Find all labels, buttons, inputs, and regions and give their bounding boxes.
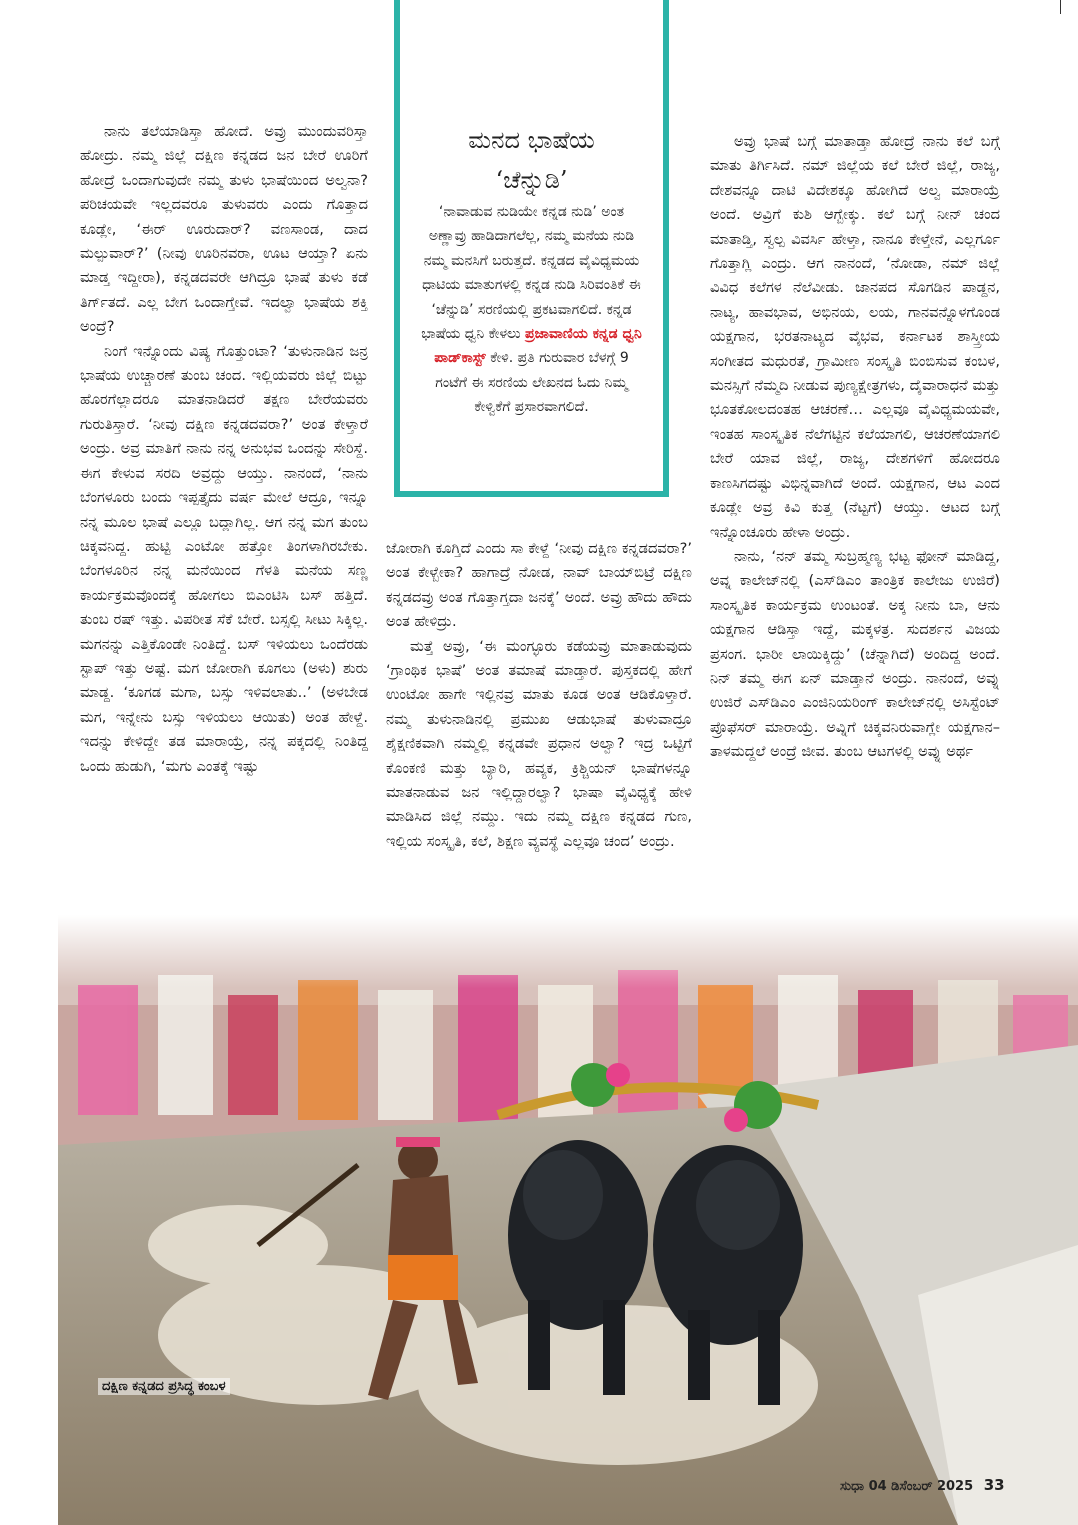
issue-date: 04 ಡಿಸೆಂಬರ್ 2025 <box>868 1479 974 1494</box>
page-footer <box>840 1476 1005 1494</box>
series-info-box <box>394 0 669 497</box>
page-number: 33 <box>983 1476 1005 1494</box>
series-description-text: ಕೇಳಿ. ಪ್ರತಿ ಗುರುವಾರ ಬೆಳಗ್ಗೆ 9 ಗಂಟೆಗೆ ಈ ಸರಣಿಯ ಲೇಖನದ ಓದು ನಿಮ್ಮ ಕೇಳ್ವಿಕೆಗೆ ಪ್ರಸಾರವಾಗಲಿದೆ. <box>435 350 629 416</box>
series-description <box>420 200 643 420</box>
series-title <box>400 120 663 200</box>
paragraph: ಅವ್ರು ಭಾಷೆ ಬಗ್ಗೆ ಮಾತಾಡ್ತಾ ಹೋದ್ರೆ ನಾನು ಕಲೆ ಬಗ್ಗೆ ಮಾತು ತಿರ್ಗಿಸಿದೆ. ನಮ್ ಜಿಲ್ಲೆಯ ಕಲೆ ಬೇರೆ ಜಿಲ್ಲೆ, ರಾಜ್ಯ, ದೇಶವನ್ನೂ ದಾಟಿ ವಿದೇಶಕ್ಕೂ ಹೋಗಿದೆ ಅಲ್ವ ಮಾರಾಯ್ರೆ ಅಂದೆ. ಅವ್ರಿಗೆ ಕುಶಿ ಆಗ್ಬೇಕ್ಕು. ಕಲೆ ಬಗ್ಗೆ ನೀನ್ ಚಂದ ಮಾತಾಡ್ತಿ, ಸ್ವಲ್ಪ ವಿವರ್ಸಿ ಹೇಳ್ತಾ, ನಾನೂ ಕೇಳ್ತೇನೆ, ಎಲ್ಲರ್ಗೂ ಗೊತ್ತಾಗ್ಲಿ ಎಂದ್ರು. ಆಗ ನಾನಂದೆ, ‘ನೋಡಾ, ನಮ್ ಜಿಲ್ಲೆ ವಿವಿಧ ಕಲೆಗಳ ನೆಲೆವೀಡು. ಜಾನಪದ ಸೊಗಡಿನ ಪಾಡ್ದನ, ನಾಟ್ಯ, ಹಾವಭಾವ, ಅಭಿನಯ, ಲಯ, ಗಾನವನ್ನೊಳಗೊಂಡ ಯಕ್ಷಗಾನ, ಭರತನಾಟ್ಯದ ವೈಭವ, ಕರ್ನಾಟಕ ಶಾಸ್ತ್ರೀಯ ಸಂಗೀತದ ಮಧುರತೆ, ಗ್ರಾಮೀಣ ಸಂಸ್ಕೃತಿ ಬಿಂಬಿಸುವ ಕಂಬಳ, ಮನಸ್ಸಿಗೆ ನೆಮ್ಮದಿ ನೀಡುವ ಪುಣ್ಯಕ್ಷೇತ್ರಗಳು, ದೈವಾರಾಧನೆ ಮತ್ತು ಭೂತಕೋಲದಂತಹ ಆಚರಣೆ… ಎಲ್ಲವೂ ವೈವಿಧ್ಯಮಯವೇ, ಇಂತಹ ಸಾಂಸ್ಕೃತಿಕ ನೆಲೆಗಟ್ಟಿನ ಕಲೆಯಾಗಲಿ, ಆಚರಣೆಯಾಗಲಿ ಬೇರೆ ಯಾವ ಜಿಲ್ಲೆ, ರಾಜ್ಯ, ದೇಶಗಳಿಗೆ ಹೋದರೂ ಕಾಣಸಿಗದಷ್ಟು ವಿಭಿನ್ನವಾಗಿದೆ ಅಂದೆ. ಯಕ್ಷಗಾನ, ಆಟ ಎಂದ ಕೂಡ್ಲೇ ಅವ್ರ ಕಿವಿ ಕುತ್ತ (ನೆಟ್ಟಗೆ) ಆಯ್ತು. ಆಟದ ಬಗ್ಗೆ ಇನ್ನೊಂಚೂರು ಹೇಳಾ ಅಂದ್ರು. <box>710 133 1000 541</box>
paragraph: ಜೋರಾಗಿ ಕೂಗ್ತಿದೆ ಎಂದು ಸಾ ಕೇಳ್ದೆ ‘ನೀವು ದಕ್ಷಿಣ ಕನ್ನಡದವರಾ?’ ಅಂತ ಕೇಳ್ಬೇಕಾ? ಹಾಗಾದ್ರೆ ನೋಡ, ನಾವ್ ಬಾಯ್‌ಬಿಟ್ರೆ ದಕ್ಷಿಣ ಕನ್ನಡದವ್ರು ಅಂತ ಗೊತ್ತಾಗ್ತದಾ ಜನಕ್ಕೆ’ ಅಂದೆ. ಅವ್ರು ಹೌದು ಹೌದು ಅಂತ ಹೇಳಿದ್ರು. <box>386 540 692 631</box>
article-column-left <box>80 120 368 779</box>
crop-mark <box>1060 0 1061 14</box>
paragraph: ನಾನು, ‘ನನ್ ತಮ್ಮ ಸುಬ್ರಹ್ಮಣ್ಯ ಭಟ್ಟ ಫೋನ್ ಮಾಡಿದ್ದ, ಅವ್ನ ಕಾಲೇಜ್‌ನಲ್ಲಿ (ಎಸ್‌ಡಿಎಂ ತಾಂತ್ರಿಕ ಕಾಲೇಜು ಉಜಿರೆ) ಸಾಂಸ್ಕೃತಿಕ ಕಾರ್ಯಕ್ರಮ ಉಂಟಂತೆ. ಅಕ್ಕ ನೀನು ಬಾ, ಆನು ಯಕ್ಷಗಾನ ಆಡಿಸ್ತಾ ಇದ್ದೆ, ಮಕ್ಕಳತ್ರ. ಸುದರ್ಶನ ವಿಜಯ ಪ್ರಸಂಗ. ಭಾರೀ ಲಾಯಿಕ್ಕಿದ್ದು’ (ಚೆನ್ನಾಗಿದೆ) ಅಂದಿದ್ದ ಅಂದೆ. ನಿನ್ ತಮ್ಮ ಈಗ ಏನ್ ಮಾಡ್ತಾನೆ ಅಂದ್ರು. ನಾನಂದೆ, ಅವ್ನು ಉಜಿರೆ ಎಸ್‌ಡಿಎಂ ಎಂಜಿನಿಯರಿಂಗ್ ಕಾಲೇಜ್‌ನಲ್ಲಿ ಅಸಿಸ್ಟೆಂಟ್ ಪ್ರೊಫೆಸರ್ ಮಾರಾಯ್ರೆ. ಅವ್ನಿಗೆ ಚಿಕ್ಕವನಿರುವಾಗ್ಲೇ ಯಕ್ಷಗಾನ–ತಾಳಮದ್ದಲೆ ಅಂದ್ರೆ ಜೀವ. ತುಂಬ ಆಟಗಳಲ್ಲಿ ಅವ್ನು ಅರ್ಥ <box>710 547 1000 761</box>
magazine-name: ಸುಧಾ <box>840 1479 865 1494</box>
paragraph: ನಿಂಗೆ ಇನ್ನೊಂದು ವಿಷ್ಯ ಗೊತ್ತುಂಟಾ? ‘ತುಳುನಾಡಿನ ಜನ್ರ ಭಾಷೆಯ ಉಚ್ಚಾರಣೆ ತುಂಬ ಚಂದ. ಇಲ್ಲಿಯವರು ಜಿಲ್ಲೆ ಬಿಟ್ಟು ಹೊರಗೆಲ್ಲಾದರೂ ಮಾತನಾಡಿದರೆ ತಕ್ಷಣ ಬೇರೆಯವರು ಗುರುತಿಸ್ತಾರೆ. ‘ನೀವು ದಕ್ಷಿಣ ಕನ್ನಡದವರಾ?’ ಅಂತ ಕೇಳ್ತಾರೆ ಅಂದ್ರು. ಅವ್ರ ಮಾತಿಗೆ ನಾನು ನನ್ನ ಅನುಭವ ಒಂದನ್ನು ಸೇರಿಸ್ದೆ. ಈಗ ಕೇಳುವ ಸರದಿ ಅವ್ರದ್ದು ಆಯ್ತು. ನಾನಂದೆ, ‘ನಾನು ಬೆಂಗಳೂರು ಬಂದು ಇಪ್ಪತ್ತೈದು ವರ್ಷ ಮೇಲೆ ಆದ್ರೂ, ಇನ್ನೂ ನನ್ನ ಮೂಲ ಭಾಷೆ ಎಲ್ಲೂ ಬದ್ಲಾಗಿಲ್ಲ. ಆಗ ನನ್ನ ಮಗ ತುಂಬ ಚಿಕ್ಕವನಿದ್ದ. ಹುಟ್ಟಿ ಎಂಟೋ ಹತ್ತೋ ತಿಂಗಳಾಗಿರಬೇಕು. ಬೆಂಗಳೂರಿನ ನನ್ನ ಮನೆಯಿಂದ ಗೆಳತಿ ಮನೆಯ ಸಣ್ಣ ಕಾರ್ಯಕ್ರಮವೊಂದಕ್ಕೆ ಹೋಗಲು ಬಿಎಂಟಿಸಿ ಬಸ್ ಹತ್ತಿದೆ. ತುಂಬ ರಷ್ ಇತ್ತು. ವಿಪರೀತ ಸೆಕೆ ಬೇರೆ. ಬಸ್ಸಲ್ಲಿ ಸೀಟು ಸಿಕ್ಕಿಲ್ಲ. ಮಗನನ್ನು ಎತ್ತಿಕೊಂಡೇ ನಿಂತಿದ್ದೆ. ಬಸ್ ಇಳಿಯಲು ಒಂದೆರಡು ಸ್ಟಾಪ್ ಇತ್ತು ಅಷ್ಟೆ. ಮಗ ಜೋರಾಗಿ ಕೂಗಲು (ಅಳು) ಶುರು ಮಾಡ್ದ. ‘ಕೂಗಡ ಮಗಾ, ಬಸ್ಸು ಇಳಿವಲಾತು..’ (ಅಳಬೇಡ ಮಗ, ಇನ್ನೇನು ಬಸ್ಸು ಇಳಿಯಲು ಆಯಿತು) ಅಂತ ಹೇಳ್ದೆ. ಇದನ್ನು ಕೇಳಿದ್ದೇ ತಡ ಮಾರಾಯ್ರೆ, ನನ್ನ ಪಕ್ಕದಲ್ಲಿ ನಿಂತಿದ್ದ ಒಂದು ಹುಡುಗಿ, ‘ಮಗು ಎಂತಕ್ಕೆ ಇಷ್ಟು <box>80 342 368 775</box>
series-title-line: ಮನದ ಭಾಷೆಯ <box>468 126 595 154</box>
series-description-text: ‘ನಾವಾಡುವ ನುಡಿಯೇ ಕನ್ನಡ ನುಡಿ’ ಅಂತ ಅಣ್ಣಾವ್ರು ಹಾಡಿದಾಗಲೆಲ್ಲ, ನಮ್ಮ ಮನೆಯ ನುಡಿ ನಮ್ಮ ಮನಸಿಗೆ ಬರುತ್ತದೆ. ಕನ್ನಡದ ವೈವಿಧ್ಯಮಯ ಧಾಟಿಯ ಮಾತುಗಳಲ್ಲಿ ಕನ್ನಡ ನುಡಿ ಸಿರಿವಂತಿಕೆ ಈ ‘ಚೆನ್ನುಡಿ’ ಸರಣಿಯಲ್ಲಿ ಪ್ರಕಟವಾಗಲಿದೆ. ಕನ್ನಡ ಭಾಷೆಯ ಧ್ವನಿ ಕೇಳಲು <box>421 204 641 343</box>
podcast-link[interactable]: ಪ್ರಜಾವಾಣಿಯ ಕನ್ನಡ ಧ್ವನಿ ಪಾಡ್‌ಕಾಸ್ಟ್ <box>434 326 642 367</box>
paragraph: ನಾನು ತಲೆಯಾಡಿಸ್ತಾ ಹೋದೆ. ಅವ್ರು ಮುಂದುವರಿಸ್ತಾ ಹೋದ್ರು. ನಮ್ಮ ಜಿಲ್ಲೆ ದಕ್ಷಿಣ ಕನ್ನಡದ ಜನ ಬೇರೆ ಊರಿಗೆ ಹೋದ್ರೆ ಒಂದಾಗುವುದೇ ನಮ್ಮ ತುಳು ಭಾಷೆಯಿಂದ ಅಲ್ವನಾ? ಪರಿಚಯವೇ ಇಲ್ಲದವರೂ ತುಳುವರು ಎಂದು ಗೊತ್ತಾದ ಕೂಡ್ಲೇ, ‘ಈರ್ ಊರುದಾರ್? ವಣಸಾಂಡ, ದಾದ ಮಲ್ಪುವಾರ್?’ (ನೀವು ಊರಿನವರಾ, ಊಟ ಆಯ್ತಾ? ಏನು ಮಾಡ್ತ ಇದ್ದೀರಾ), ಕನ್ನಡದವರೇ ಆಗಿದ್ರೂ ಭಾಷೆ ತುಳು ಕಡೆ ತಿರ್ಗ್‌ತದೆ. ಎಲ್ಲ ಬೇಗ ಒಂದಾಗ್ತೇವೆ. ಇದಲ್ವಾ ಭಾಷೆಯ ಶಕ್ತಿ ಅಂದ್ರೆ? <box>80 123 368 336</box>
article-column-middle <box>386 537 692 854</box>
kambala-photo <box>58 915 1078 1525</box>
article-column-right <box>710 130 1000 765</box>
paragraph: ಮತ್ತೆ ಅವ್ರು, ‘ಈ ಮಂಗ್ಳೂರು ಕಡೆಯವ್ರು ಮಾತಾಡುವುದು ‘ಗ್ರಾಂಥಿಕ ಭಾಷೆ’ ಅಂತ ತಮಾಷೆ ಮಾಡ್ತಾರೆ. ಪುಸ್ತಕದಲ್ಲಿ ಹೇಗೆ ಉಂಟೋ ಹಾಗೇ ಇಲ್ಲಿನವ್ರ ಮಾತು ಕೂಡ ಅಂತ ಆಡಿಕೊಳ್ತಾರೆ. ನಮ್ಮ ತುಳುನಾಡಿನಲ್ಲಿ ಪ್ರಮುಖ ಆಡುಭಾಷೆ ತುಳುವಾದ್ರೂ ಶೈಕ್ಷಣಿಕವಾಗಿ ನಮ್ಮಲ್ಲಿ ಕನ್ನಡವೇ ಪ್ರಧಾನ ಅಲ್ವಾ? ಇದ್ರ ಒಟ್ಟಿಗೆ ಕೊಂಕಣಿ ಮತ್ತು ಬ್ಯಾರಿ, ಹವ್ಯಕ, ಕ್ರಿಶ್ಚಿಯನ್ ಭಾಷೆಗಳನ್ನೂ ಮಾತನಾಡುವ ಜನ ಇಲ್ಲಿದ್ದಾರಲ್ವಾ? ಭಾಷಾ ವೈವಿಧ್ಯಕ್ಕೆ ಹೇಳಿ ಮಾಡಿಸಿದ ಜಿಲ್ಲೆ ನಮ್ದು. ಇದು ನಮ್ಮ ದಕ್ಷಿಣ ಕನ್ನಡದ ಗುಣ, ಇಲ್ಲಿಯ ಸಂಸ್ಕೃತಿ, ಕಲೆ, ಶಿಕ್ಷಣ ವ್ಯವಸ್ಥೆ ಎಲ್ಲವೂ ಚಂದ’ ಅಂದ್ರು. <box>386 637 692 850</box>
series-title-line: ‘ಚೆನ್ನುಡಿ’ <box>495 166 568 194</box>
photo-caption: ದಕ್ಷಿಣ ಕನ್ನಡದ ಪ್ರಸಿದ್ಧ ಕಂಬಳ <box>98 1378 230 1395</box>
